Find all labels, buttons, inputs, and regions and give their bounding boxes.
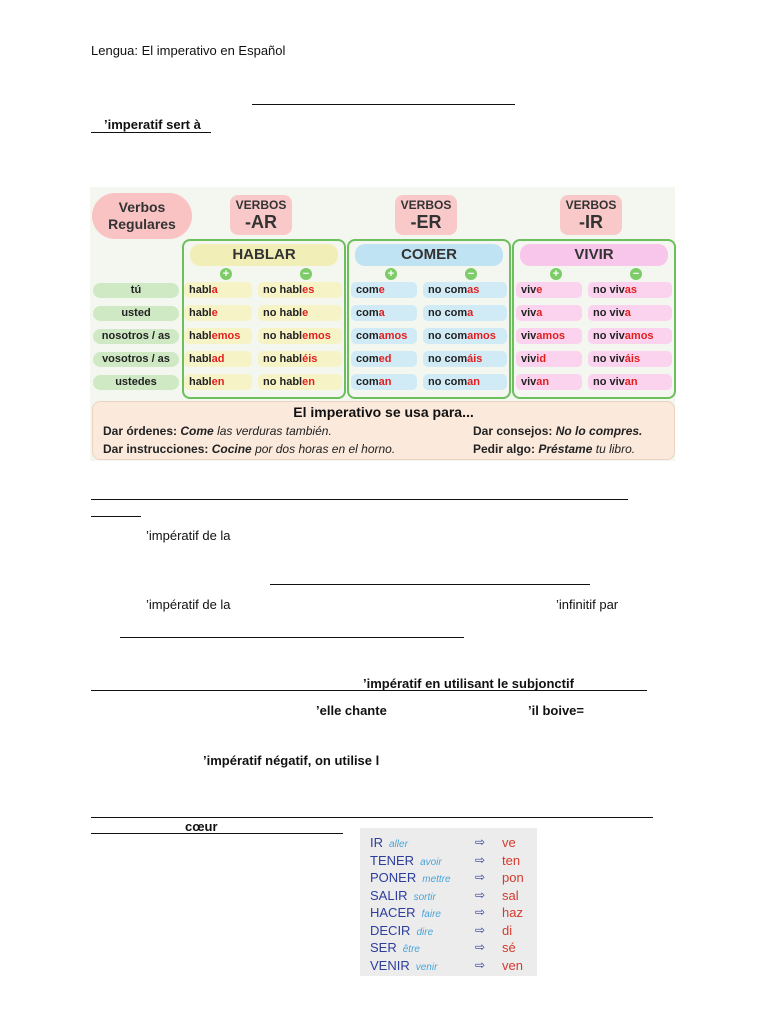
conjugation-cell [516,282,582,298]
conjugation-cell [423,282,507,298]
conjugation-cell [516,305,582,321]
verbos-badge [395,195,457,235]
irregular-infinitive: SALIR sortir [370,887,436,903]
conjugation-cell [588,305,672,321]
verb-stem: com [356,284,379,296]
verb-ending: emos [211,330,241,342]
ordenes-verb: Come [180,424,214,438]
verb-ending: a [536,307,543,319]
conjugation-cell [184,282,252,298]
verb-ending: an [536,376,550,388]
verb-ending: amos [624,330,654,342]
irregular-verb-row [360,923,537,940]
french-translation: aller [389,839,408,850]
conjugation-cell [351,282,417,298]
intro-text: ’imperatif sert à [104,117,201,132]
irregular-infinitive: SER être [370,940,420,955]
verb-stem: viv [521,376,537,388]
arrow-right-icon: ⇨ [475,870,486,884]
verbos-badge [230,195,292,235]
verb-ending: a [211,284,218,296]
verb-stem: com [356,307,379,319]
negative-text: ’impératif négatif, on utilise l [203,753,380,768]
paragraph-1: ’impératif de la [146,528,231,543]
conjugation-cell [516,374,582,390]
pronoun-label: vosotros / as [93,352,179,367]
verb-ending: e [378,284,385,296]
conjugation-cell [258,282,342,298]
verbos-label: VERBOS [400,198,452,212]
french-translation: dire [416,926,434,938]
imperative-form: haz [502,905,523,920]
verb-stem: no habl [263,330,303,342]
instrucciones-verb: Cocine [211,442,252,456]
verb-stem: no viv [593,284,625,296]
verb-ending: as [624,284,638,296]
pedir-verb: Préstame [538,442,593,456]
verb-ending: áis [624,353,641,365]
french-translation: mettre [422,874,451,885]
french-translation: sortir [413,891,436,903]
conjugation-cell [258,374,342,390]
minus-icon: − [300,268,312,280]
french-translation: avoir [420,856,442,868]
consejos-label: Dar consejos: [473,424,553,438]
conjugation-cell [423,351,507,367]
conjugation-cell [258,328,342,344]
french-translation: faire [421,909,441,920]
verb-ending: -AR [245,212,277,232]
coeur-text: cœur [185,819,218,834]
imperative-form: sal [502,887,519,903]
verb-ending: e [536,284,543,296]
conjugation-cell [351,351,417,367]
blank-line [91,516,141,517]
irregular-verb-row [360,888,537,905]
verb-stem: no com [428,353,468,365]
irregular-verb-row [360,905,537,922]
french-translation: venir [415,961,438,973]
verb-stem: no viv [593,353,625,365]
arrow-right-icon: ⇨ [475,940,486,954]
usage-title: El imperativo se usa para... [293,404,474,420]
paragraph-2-left: ’impératif de la [146,597,231,612]
conjugation-cell [184,351,252,367]
usage-row-ordenes [103,424,332,438]
verb-stem: com [356,376,379,388]
verb-ending: -IR [579,212,603,232]
pronoun-label: tú [93,283,179,298]
verb-stem: habl [189,307,212,319]
verb-ending: a [378,307,385,319]
irregular-verbs-figure [360,828,537,976]
imperative-form: di [502,922,513,938]
subjonctif-text: ’impératif en utilisant le subjonctif [363,676,574,691]
verb-ending: -ER [410,212,442,232]
conjugation-cell [423,374,507,390]
conjugation-cell [184,374,252,390]
conjugation-cell [588,328,672,344]
verb-ending: éis [302,353,318,365]
irregular-infinitive: PONER mettre [370,870,451,885]
pedir-label: Pedir algo: [473,442,536,456]
conjugation-cell [184,328,252,344]
pedir-rest: tu libro. [595,442,636,456]
verb-stem: no habl [263,376,303,388]
verb-stem: com [356,330,379,342]
verb-stem: no habl [263,307,303,319]
example-left: ’elle chante [316,703,387,718]
verb-header: COMER [355,244,503,266]
arrow-right-icon: ⇨ [475,852,486,867]
usage-row-pedir [473,442,635,456]
verb-stem: no com [428,376,468,388]
conjugation-cell [258,305,342,321]
conjugation-cell [588,374,672,390]
verb-stem: habl [189,376,212,388]
verb-stem: no com [428,284,468,296]
example-right: ’il boive= [528,703,584,718]
conjugation-cell [351,305,417,321]
verb-stem: no viv [593,376,625,388]
usage-row-instrucciones [103,442,395,456]
verb-ending: es [302,284,315,296]
verb-header: HABLAR [190,244,338,266]
verb-ending: e [211,307,218,319]
pronoun-label: nosotros / as [93,329,179,344]
verb-stem: no habl [263,353,303,365]
blank-line [252,104,515,105]
verb-ending: ad [211,353,225,365]
usage-box [92,401,675,460]
underline [91,690,647,691]
blank-line [270,584,590,585]
verb-ending: emos [302,330,331,342]
regulares-line1: Verbos [118,199,166,215]
conjugation-cell [351,374,417,390]
verbos-regulares-badge [92,193,192,239]
page-header: Lengua: El imperativo en Español [91,43,286,58]
verb-ending: áis [467,353,483,365]
verb-stem: no viv [593,307,625,319]
imperative-form: sé [502,940,516,955]
verb-stem: habl [189,353,212,365]
ordenes-label: Dar órdenes: [103,424,178,438]
verb-stem: no com [428,330,468,342]
conjugation-cell [516,351,582,367]
verb-ending: amos [467,330,496,342]
verb-ending: a [467,307,474,319]
verb-header: VIVIR [520,244,668,266]
verb-ending: e [302,307,309,319]
conjugation-cell [588,351,672,367]
verbos-badge [560,195,622,235]
minus-icon: − [465,268,477,280]
verb-stem: com [356,353,379,365]
imperative-form: ve [502,835,516,850]
arrow-right-icon: ⇨ [475,887,486,902]
verb-ending: as [467,284,480,296]
verbos-label: VERBOS [235,198,287,212]
underline [91,132,211,133]
irregular-verb-row [360,940,537,957]
verb-stem: viv [521,284,537,296]
verb-stem: no com [428,307,468,319]
verb-stem: habl [189,284,212,296]
instrucciones-rest: por dos horas en el horno. [255,442,396,456]
instrucciones-label: Dar instrucciones: [103,442,209,456]
conjugation-cell [423,305,507,321]
imperative-form: ven [502,957,523,973]
conjugation-cell [516,328,582,344]
irregular-verb-row [360,835,537,852]
irregular-infinitive: HACER faire [370,905,441,920]
french-translation: être [402,944,420,955]
verb-ending: an [467,376,480,388]
verb-ending: amos [378,330,408,342]
verb-stem: no viv [593,330,625,342]
verbos-label: VERBOS [565,198,617,212]
verb-ending: a [624,307,631,319]
underline [91,833,343,834]
verb-ending: ed [378,353,392,365]
conjugation-cell [588,282,672,298]
paragraph-2-right: ’infinitif par [556,597,619,612]
conjugation-table-figure [90,187,675,461]
verb-stem: habl [189,330,212,342]
plus-icon: + [550,268,562,280]
imperative-form: ten [502,852,521,868]
consejos-text: No lo compres. [555,424,643,438]
verb-ending: an [378,376,392,388]
irregular-infinitive: IR aller [370,835,408,850]
blank-line [120,637,464,638]
irregular-verb-row [360,958,537,975]
blank-line [91,817,653,818]
irregular-infinitive: DECIR dire [370,922,434,938]
pronoun-label: usted [93,306,179,321]
verb-ending: id [536,353,547,365]
verb-ending: amos [536,330,566,342]
verb-ending: an [624,376,638,388]
blank-line [91,499,628,500]
irregular-verb-row [360,870,537,887]
minus-icon: − [630,268,642,280]
conjugation-cell [184,305,252,321]
verb-stem: viv [521,353,537,365]
irregular-infinitive: TENER avoir [370,852,442,868]
irregular-verb-row [360,853,537,870]
conjugation-cell [423,328,507,344]
usage-row-consejos [473,424,642,438]
imperative-form: pon [502,870,524,885]
arrow-right-icon: ⇨ [475,905,486,919]
ordenes-rest: las verduras también. [217,424,332,438]
conjugation-cell [351,328,417,344]
regulares-line2: Regulares [108,216,176,232]
verb-ending: en [211,376,225,388]
plus-icon: + [385,268,397,280]
plus-icon: + [220,268,232,280]
arrow-right-icon: ⇨ [475,922,486,937]
conjugation-cell [258,351,342,367]
arrow-right-icon: ⇨ [475,957,486,972]
arrow-right-icon: ⇨ [475,835,486,849]
verb-stem: no habl [263,284,303,296]
verb-stem: viv [521,307,537,319]
pronoun-label: ustedes [93,375,179,390]
irregular-infinitive: VENIR venir [370,957,438,973]
verb-ending: en [302,376,315,388]
verb-stem: viv [521,330,537,342]
